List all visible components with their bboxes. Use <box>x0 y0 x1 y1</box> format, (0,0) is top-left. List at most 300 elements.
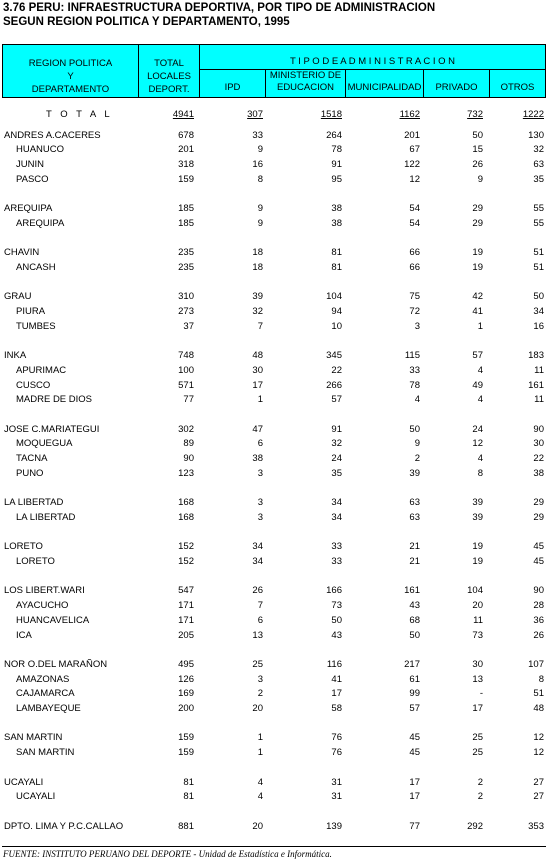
cell-value: 19 <box>472 556 483 567</box>
cell-value: 171 <box>178 600 194 612</box>
cell-value: 91 <box>331 159 342 171</box>
department-row <box>0 790 548 804</box>
cell-value: 73 <box>472 629 483 641</box>
cell-value: 3 <box>257 497 263 509</box>
row-label: LORETO <box>16 556 55 567</box>
cell-value: 4 <box>477 453 483 465</box>
cell-value: 29 <box>533 511 544 523</box>
cell-value: 185 <box>178 217 194 229</box>
cell-value: 3 <box>257 467 263 479</box>
cell-value: 8 <box>477 467 483 479</box>
region-row <box>0 496 548 510</box>
cell-value: 55 <box>533 217 544 229</box>
cell-value: 205 <box>178 629 194 641</box>
cell-value: 34 <box>252 541 263 553</box>
cell-value: 37 <box>183 320 194 332</box>
region-row <box>0 540 548 554</box>
cell-value: 171 <box>178 614 194 626</box>
cell-value: 81 <box>331 262 342 273</box>
row-label: LAMBAYEQUE <box>16 703 81 714</box>
cell-value: 678 <box>178 129 194 141</box>
row-label: AMAZONAS <box>16 673 70 685</box>
cell-value: 1222 <box>522 109 544 120</box>
row-label: AYACUCHO <box>16 600 69 612</box>
cell-value: 159 <box>178 173 194 185</box>
cell-value: 45 <box>533 541 544 553</box>
cell-value: 495 <box>178 658 194 670</box>
department-row <box>0 629 548 643</box>
cell-value: 48 <box>533 703 544 714</box>
region-row <box>0 246 548 260</box>
cell-value: 32 <box>252 306 263 318</box>
cell-value: 34 <box>252 556 263 567</box>
cell-value: 39 <box>409 467 420 479</box>
row-label: CHAVIN <box>4 247 40 259</box>
row-label: CAJAMARCA <box>16 688 75 700</box>
cell-value: 32 <box>533 144 544 156</box>
row-label: SAN MARTIN <box>4 732 63 744</box>
cell-value: 4 <box>477 364 483 376</box>
department-row <box>0 261 548 275</box>
cell-value: 2 <box>257 688 263 700</box>
cell-value: 50 <box>331 614 342 626</box>
row-label: AREQUIPA <box>4 203 53 215</box>
cell-value: 66 <box>409 262 420 273</box>
cell-value: 81 <box>331 247 342 259</box>
cell-value: 12 <box>409 173 420 185</box>
cell-value: 307 <box>247 109 263 120</box>
cell-value: 39 <box>472 511 483 523</box>
cell-value: 38 <box>331 203 342 215</box>
cell-value: 104 <box>326 291 342 303</box>
cell-value: 200 <box>178 703 194 714</box>
department-row <box>0 173 548 187</box>
cell-value: 25 <box>252 658 263 670</box>
department-row <box>0 467 548 481</box>
cell-value: - <box>479 688 483 700</box>
region-row <box>0 129 548 143</box>
cell-value: 9 <box>257 203 263 215</box>
cell-value: 7 <box>257 320 263 332</box>
cell-value: 126 <box>178 673 194 685</box>
cell-value: 21 <box>409 541 420 553</box>
cell-value: 91 <box>331 423 342 435</box>
department-row <box>0 746 548 760</box>
department-row <box>0 305 548 319</box>
cell-value: 353 <box>528 820 544 832</box>
cell-value: 17 <box>472 703 483 714</box>
cell-value: 11 <box>534 364 544 376</box>
cell-value: 73 <box>331 600 342 612</box>
table-header <box>2 44 546 98</box>
cell-value: 732 <box>467 109 483 120</box>
cell-value: 66 <box>409 247 420 259</box>
cell-value: 130 <box>528 129 544 141</box>
cell-value: 2 <box>477 791 483 803</box>
department-row <box>0 158 548 172</box>
cell-value: 81 <box>183 791 194 803</box>
footer-divider <box>2 846 546 847</box>
cell-value: 12 <box>533 747 544 759</box>
cell-value: 51 <box>533 262 544 273</box>
cell-value: 122 <box>404 159 420 171</box>
department-row <box>0 364 548 378</box>
cell-value: 35 <box>331 467 342 479</box>
cell-value: 76 <box>331 747 342 759</box>
cell-value: 7 <box>257 600 263 612</box>
region-row <box>0 820 548 834</box>
cell-value: 17 <box>409 791 420 803</box>
department-row <box>0 555 548 569</box>
cell-value: 54 <box>409 217 420 229</box>
cell-value: 266 <box>326 379 342 391</box>
header-col-privado: PRIVADO <box>435 82 478 93</box>
header-col-municipalidad: MUNICIPALIDAD <box>347 82 422 93</box>
cell-value: 28 <box>533 600 544 612</box>
cell-value: 3 <box>257 673 263 685</box>
row-label: ANDRES A.CACERES <box>4 129 101 141</box>
header-total-line1: TOTAL <box>154 58 184 69</box>
row-label: HUANUCO <box>16 144 65 156</box>
cell-value: 34 <box>331 511 342 523</box>
region-row <box>0 202 548 216</box>
cell-value: 63 <box>409 511 420 523</box>
cell-value: 30 <box>533 438 544 450</box>
row-label: LA LIBERTAD <box>16 511 76 523</box>
cell-value: 8 <box>257 173 263 185</box>
cell-value: 50 <box>409 629 420 641</box>
row-label: TUMBES <box>16 320 56 332</box>
cell-value: 34 <box>331 497 342 509</box>
cell-value: 4 <box>414 394 420 406</box>
cell-value: 12 <box>533 732 544 744</box>
row-label: JUNIN <box>16 159 44 171</box>
cell-value: 16 <box>252 159 263 171</box>
department-row <box>0 599 548 613</box>
row-label: APURIMAC <box>16 364 67 376</box>
cell-value: 9 <box>477 173 483 185</box>
cell-value: 48 <box>252 350 263 362</box>
cell-value: 63 <box>409 497 420 509</box>
cell-value: 77 <box>409 820 420 832</box>
cell-value: 26 <box>533 629 544 641</box>
cell-value: 159 <box>178 732 194 744</box>
cell-value: 90 <box>533 585 544 597</box>
cell-value: 19 <box>472 262 483 273</box>
cell-value: 185 <box>178 203 194 215</box>
cell-value: 166 <box>326 585 342 597</box>
cell-value: 1 <box>477 320 483 332</box>
cell-value: 38 <box>533 467 544 479</box>
cell-value: 748 <box>178 350 194 362</box>
row-label: MADRE DE DIOS <box>16 394 93 406</box>
cell-value: 4 <box>257 776 263 788</box>
cell-value: 152 <box>178 556 194 567</box>
cell-value: 45 <box>533 556 544 567</box>
source-note: FUENTE: INSTITUTO PERUANO DEL DEPORTE - Unidad de Estadística e Informática. <box>3 849 332 859</box>
cell-value: 139 <box>326 820 342 832</box>
cell-value: 9 <box>257 144 263 156</box>
total-row <box>0 108 548 122</box>
cell-value: 13 <box>252 629 263 641</box>
department-row <box>0 379 548 393</box>
cell-value: 13 <box>472 673 483 685</box>
row-label: DPTO. LIMA Y P.C.CALLAO <box>4 820 124 832</box>
cell-value: 881 <box>178 820 194 832</box>
row-label: ANCASH <box>16 262 56 273</box>
cell-value: 29 <box>472 217 483 229</box>
cell-value: 10 <box>331 320 342 332</box>
cell-value: 76 <box>331 732 342 744</box>
header-region-line1: REGION POLITICA <box>28 58 113 69</box>
cell-value: 50 <box>472 129 483 141</box>
cell-value: 161 <box>404 585 420 597</box>
table-title: 3.76 PERU: INFRAESTRUCTURA DEPORTIVA, POR TIPO DE ADMINISTRACION <box>3 2 436 14</box>
header-region-line3: DEPARTAMENTO <box>31 84 110 95</box>
cell-value: 104 <box>467 585 483 597</box>
cell-value: 4941 <box>172 109 194 120</box>
cell-value: 90 <box>183 453 194 465</box>
cell-value: 33 <box>331 541 342 553</box>
row-label: LA LIBERTAD <box>4 497 64 509</box>
cell-value: 30 <box>252 364 263 376</box>
cell-value: 72 <box>409 306 420 318</box>
row-label: JOSE C.MARIATEGUI <box>4 423 100 435</box>
header-col-minedu-line2: EDUCACION <box>276 82 334 93</box>
cell-value: 78 <box>409 379 420 391</box>
cell-value: 94 <box>331 306 342 318</box>
row-label: CUSCO <box>16 379 51 391</box>
header-col-ipd: IPD <box>224 82 241 93</box>
cell-value: 41 <box>472 306 483 318</box>
cell-value: 34 <box>533 306 544 318</box>
cell-value: 1 <box>257 732 263 744</box>
cell-value: 29 <box>533 497 544 509</box>
cell-value: 302 <box>178 423 194 435</box>
cell-value: 4 <box>257 791 263 803</box>
cell-value: 571 <box>178 379 194 391</box>
cell-value: 159 <box>178 747 194 759</box>
cell-value: 292 <box>467 820 483 832</box>
department-row <box>0 673 548 687</box>
region-row <box>0 658 548 672</box>
cell-value: 2 <box>414 453 420 465</box>
cell-value: 95 <box>331 173 342 185</box>
cell-value: 26 <box>472 159 483 171</box>
row-label: PUNO <box>16 467 44 479</box>
department-row <box>0 393 548 407</box>
cell-value: 29 <box>472 203 483 215</box>
department-row <box>0 320 548 334</box>
cell-value: 43 <box>331 629 342 641</box>
cell-value: 100 <box>178 364 194 376</box>
header-region-line2: Y <box>67 71 74 82</box>
department-row <box>0 614 548 628</box>
cell-value: 50 <box>409 423 420 435</box>
cell-value: 217 <box>404 658 420 670</box>
cell-value: 27 <box>533 791 544 803</box>
header-group: T I P O D E A D M I N I S T R A C I O N <box>289 56 456 67</box>
cell-value: 25 <box>472 732 483 744</box>
cell-value: 51 <box>533 247 544 259</box>
cell-value: 9 <box>257 217 263 229</box>
cell-value: 168 <box>178 511 194 523</box>
cell-value: 20 <box>252 820 263 832</box>
cell-value: 3 <box>414 320 420 332</box>
cell-value: 1518 <box>320 109 342 120</box>
region-row <box>0 349 548 363</box>
cell-value: 201 <box>404 129 420 141</box>
cell-value: 183 <box>528 350 544 362</box>
cell-value: 57 <box>409 703 420 714</box>
cell-value: 89 <box>183 438 194 450</box>
cell-value: 123 <box>178 467 194 479</box>
cell-value: 20 <box>252 703 263 714</box>
cell-value: 22 <box>331 364 342 376</box>
cell-value: 39 <box>252 291 263 303</box>
region-row <box>0 290 548 304</box>
cell-value: 43 <box>409 600 420 612</box>
cell-value: 63 <box>533 159 544 171</box>
department-row <box>0 702 548 716</box>
cell-value: 169 <box>178 688 194 700</box>
cell-value: 67 <box>409 144 420 156</box>
row-label: NOR O.DEL MARAÑON <box>4 658 108 670</box>
row-label: T O T A L <box>46 109 113 120</box>
cell-value: 55 <box>533 203 544 215</box>
department-row <box>0 437 548 451</box>
region-row <box>0 731 548 745</box>
cell-value: 18 <box>252 247 263 259</box>
department-row <box>0 217 548 231</box>
cell-value: 50 <box>533 291 544 303</box>
cell-value: 115 <box>404 350 420 362</box>
cell-value: 30 <box>472 658 483 670</box>
cell-value: 75 <box>409 291 420 303</box>
row-label: HUANCAVELICA <box>16 614 90 626</box>
row-label: UCAYALI <box>16 791 56 803</box>
department-row <box>0 687 548 701</box>
cell-value: 39 <box>472 497 483 509</box>
cell-value: 235 <box>178 247 194 259</box>
cell-value: 61 <box>409 673 420 685</box>
cell-value: 27 <box>533 776 544 788</box>
cell-value: 31 <box>331 791 342 803</box>
row-label: AREQUIPA <box>16 217 65 229</box>
cell-value: 51 <box>533 688 544 700</box>
cell-value: 1 <box>257 394 263 406</box>
cell-value: 20 <box>472 600 483 612</box>
cell-value: 19 <box>472 541 483 553</box>
cell-value: 1 <box>257 747 263 759</box>
cell-value: 264 <box>326 129 342 141</box>
cell-value: 116 <box>326 658 342 670</box>
header-total-line3: DEPORT. <box>148 84 190 95</box>
cell-value: 49 <box>472 379 483 391</box>
row-label: PASCO <box>16 173 49 185</box>
row-label: TACNA <box>16 453 48 465</box>
cell-value: 54 <box>409 203 420 215</box>
cell-value: 318 <box>178 159 194 171</box>
cell-value: 235 <box>178 262 194 273</box>
cell-value: 9 <box>414 438 420 450</box>
cell-value: 3 <box>257 511 263 523</box>
cell-value: 33 <box>409 364 420 376</box>
region-row <box>0 584 548 598</box>
row-label: LORETO <box>4 541 43 553</box>
cell-value: 273 <box>178 306 194 318</box>
cell-value: 31 <box>331 776 342 788</box>
cell-value: 35 <box>533 173 544 185</box>
cell-value: 36 <box>533 614 544 626</box>
cell-value: 57 <box>331 394 342 406</box>
cell-value: 21 <box>409 556 420 567</box>
cell-value: 547 <box>178 585 194 597</box>
header-col-otros: OTROS <box>500 82 535 93</box>
cell-value: 26 <box>252 585 263 597</box>
region-row <box>0 776 548 790</box>
cell-value: 81 <box>183 776 194 788</box>
cell-value: 99 <box>409 688 420 700</box>
cell-value: 45 <box>409 732 420 744</box>
cell-value: 152 <box>178 541 194 553</box>
cell-value: 77 <box>183 394 194 406</box>
cell-value: 41 <box>331 673 342 685</box>
cell-value: 2 <box>477 776 483 788</box>
cell-value: 58 <box>331 703 342 714</box>
cell-value: 25 <box>472 747 483 759</box>
cell-value: 6 <box>257 438 263 450</box>
row-label: SAN MARTIN <box>16 747 75 759</box>
row-label: INKA <box>4 350 27 362</box>
cell-value: 1162 <box>399 109 420 120</box>
cell-value: 78 <box>331 144 342 156</box>
cell-value: 17 <box>331 688 342 700</box>
cell-value: 168 <box>178 497 194 509</box>
table-subtitle: SEGUN REGION POLITICA Y DEPARTAMENTO, 1995 <box>3 16 290 28</box>
cell-value: 42 <box>472 291 483 303</box>
row-label: PIURA <box>16 306 46 318</box>
cell-value: 45 <box>409 747 420 759</box>
row-label: ICA <box>16 629 32 641</box>
cell-value: 19 <box>472 247 483 259</box>
cell-value: 24 <box>331 453 342 465</box>
cell-value: 17 <box>252 379 263 391</box>
cell-value: 107 <box>528 658 544 670</box>
cell-value: 345 <box>326 350 342 362</box>
row-label: MOQUEGUA <box>16 438 73 450</box>
cell-value: 38 <box>331 217 342 229</box>
cell-value: 8 <box>538 673 544 685</box>
cell-value: 33 <box>331 556 342 567</box>
region-row <box>0 423 548 437</box>
header-col-minedu-line1: MINISTERIO DE <box>269 70 342 81</box>
cell-value: 201 <box>178 144 194 156</box>
cell-value: 17 <box>409 776 420 788</box>
cell-value: 11 <box>473 614 483 626</box>
cell-value: 22 <box>533 453 544 465</box>
cell-value: 16 <box>533 320 544 332</box>
cell-value: 161 <box>528 379 544 391</box>
cell-value: 11 <box>534 394 544 406</box>
cell-value: 32 <box>331 438 342 450</box>
cell-value: 68 <box>409 614 420 626</box>
cell-value: 57 <box>472 350 483 362</box>
department-row <box>0 452 548 466</box>
cell-value: 18 <box>252 262 263 273</box>
cell-value: 4 <box>477 394 483 406</box>
cell-value: 38 <box>252 453 263 465</box>
